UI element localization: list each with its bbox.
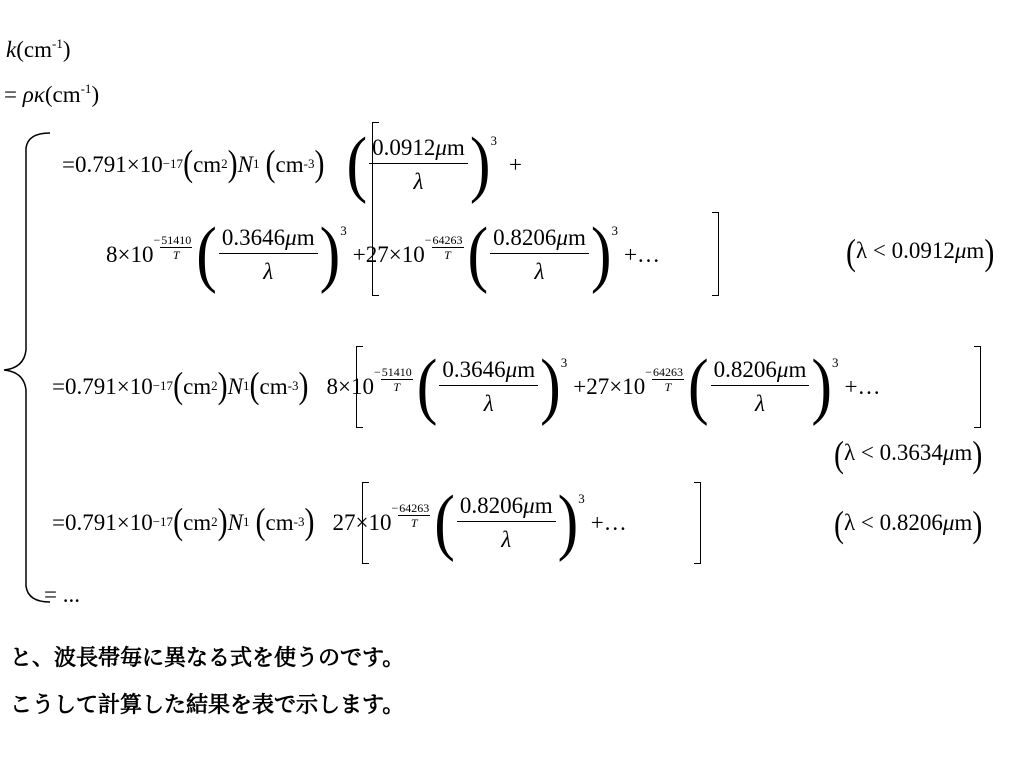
rho-kappa-symbol: ρκ xyxy=(22,82,45,107)
condition-2: (λ < 0.3634μm) xyxy=(834,433,983,475)
equation-row-1-continuation: 8×10 − $\frac{51410}{T}$ ( $\frac{0.3646\mu m}{\lambda}$ ) 3 + 27×10 − $\frac{64263}{T}$ ( $\frac{0.8206\mu m}{\lambda}$ ) 3 +… xyxy=(106,213,660,295)
exponent-64263-over-T: − $\frac{64263}{T}$ xyxy=(424,232,463,262)
k-symbol: k xyxy=(6,37,17,62)
row3-open-bracket xyxy=(362,482,369,564)
footer-line-1: と、波長帯毎に異なる式を使うのです。 xyxy=(10,646,405,671)
fraction-0-3646: $\frac{0.3646\mu m}{\lambda}$ xyxy=(219,226,318,283)
ellipsis-row: = ... xyxy=(44,582,80,607)
equation-row-1: = 0.791×10 −17 ( cm 2 ) N 1 ( cm -3 ) ( $\frac{0.0912\mu m}{\lambda}$ ) 3 + xyxy=(62,123,522,205)
header-rho-kappa-line: = $\rho\kappa(cm^{-1})$ xyxy=(4,81,100,107)
equation-row-3: = 0.791×10 −17 ( cm 2 ) N 1 ( cm -3 ) 27×10 − $\frac{64263}{T}$ ( $\frac{0.8206\mu m}{\lambda}$ ) 3 +… xyxy=(52,481,627,563)
row2-open-bracket xyxy=(356,346,363,428)
fraction-0-0912: $\frac{0.0912\mu m}{\lambda}$ xyxy=(369,136,468,193)
exponent-51410-over-T: − $\frac{51410}{T}$ xyxy=(153,232,192,262)
row2-close-bracket xyxy=(974,346,981,428)
row1-close-bracket xyxy=(712,212,719,296)
footer-line-2: こうして計算した結果を表で示します。 xyxy=(10,693,405,718)
header-k-line: $k(cm^{-1})$ xyxy=(6,36,71,62)
row3-close-bracket xyxy=(694,482,701,564)
equation-row-2: = 0.791×10 −17 ( cm 2 ) N 1 ( cm -3 ) 8×10 − $\frac{51410}{T}$ ( $\frac{0.3646\mu m}{\lambda}$ ) 3 + 27×10 − $\frac{64263}{T}$ ( $\frac{0.8206\mu m}{\lambda}$ ) 3 +… xyxy=(52,345,881,427)
left-brace-icon xyxy=(0,128,60,608)
condition-3: (λ < 0.8206μm) xyxy=(834,503,983,545)
fraction-0-8206: $\frac{0.8206\mu m}{\lambda}$ xyxy=(490,226,589,283)
condition-1: (λ < 0.0912μm) xyxy=(846,231,995,273)
